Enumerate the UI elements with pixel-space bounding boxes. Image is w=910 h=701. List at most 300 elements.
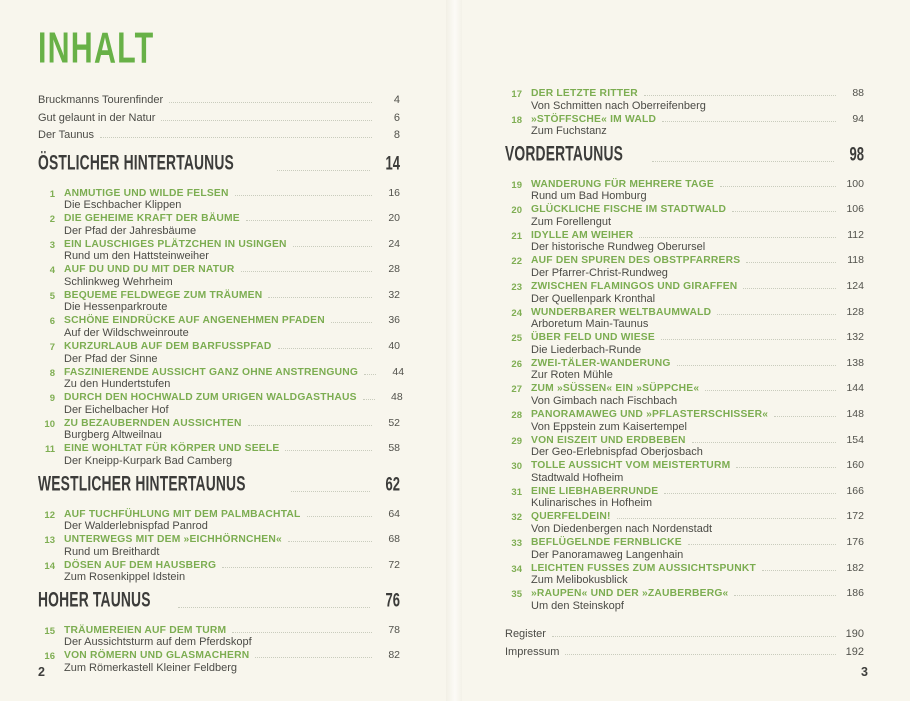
section-header: [38, 472, 400, 500]
toc-entry-subtitle: Der historische Rundweg Oberursel: [531, 241, 706, 254]
toc-entry-subtitle: Zum Melibokusblick: [531, 574, 628, 587]
toc-right-column: [505, 88, 864, 612]
toc-entry-page: 100: [846, 177, 864, 190]
toc-item: [38, 94, 400, 112]
toc-entry-page: 32: [388, 288, 400, 301]
toc-entry-page: 64: [388, 507, 400, 520]
toc-entry-page: 160: [846, 459, 864, 472]
toc-entry-number: 24: [511, 307, 522, 319]
toc-entry: [38, 560, 400, 584]
leader-dots: [662, 118, 836, 122]
toc-entry-title: UNTERWEGS MIT DEM »EICHHÖRNCHEN«: [64, 534, 282, 546]
toc-item-label: Impressum: [505, 645, 560, 658]
toc-entry-title: BEFLÜGELNDE FERNBLICKE: [531, 537, 682, 548]
section-title: ÖSTLICHER HINTERTAUNUS: [38, 151, 234, 175]
toc-entry-subtitle: Von Gimbach nach Fischbach: [531, 394, 678, 407]
toc-entry-body: [64, 650, 400, 674]
toc-entry-subtitle: Der Pfad der Jahresbäume: [64, 224, 197, 237]
section-title: WESTLICHER HINTERTAUNUS: [38, 472, 246, 496]
toc-entry-page: 36: [388, 314, 400, 327]
toc-entry: [38, 264, 400, 288]
toc-entry-number: 12: [44, 509, 55, 521]
leader-dots: [331, 319, 372, 323]
leader-dots: [661, 336, 836, 340]
toc-entry-body: [64, 341, 400, 365]
toc-item-page: 6: [393, 111, 400, 124]
toc-entry-number: 29: [511, 435, 522, 447]
leader-dots: [268, 294, 372, 298]
toc-entry-page: 78: [388, 623, 400, 636]
toc-entry: [505, 307, 864, 331]
toc-entry-page: 44: [392, 365, 405, 378]
toc-entry-body: [531, 255, 864, 279]
toc-entry-title-row: [531, 230, 864, 242]
leader-dots: [762, 567, 836, 571]
leader-dots: [639, 234, 836, 238]
toc-entry-page: 132: [846, 331, 864, 344]
page-title: [38, 24, 400, 76]
toc-entry-page: 128: [846, 305, 864, 318]
section-entries: [38, 509, 400, 584]
toc-entry-title-row: [64, 509, 400, 521]
toc-entry-number: 8: [49, 367, 55, 379]
toc-item-page: 8: [393, 129, 400, 141]
toc-entry-subtitle: Rund um Bad Homburg: [531, 190, 647, 203]
toc-entry-page: 186: [846, 587, 864, 600]
toc-entry-body: [64, 443, 400, 467]
toc-entry-title-row: [64, 391, 403, 404]
toc-entry-page: 72: [388, 558, 400, 571]
toc-left-column: [38, 151, 405, 675]
toc-entry: [505, 486, 864, 510]
leader-dots: [169, 99, 372, 103]
toc-entry: [38, 290, 400, 314]
toc-entry-body: [64, 315, 400, 339]
toc-entry-body: [64, 290, 400, 314]
toc-entry-title-row: [64, 534, 400, 546]
toc-entry-title: QUERFELDEIN!: [531, 511, 611, 523]
toc-entry-page: 52: [388, 416, 400, 429]
toc-entry-title-row: [531, 435, 864, 447]
toc-entry-number: 25: [511, 333, 522, 345]
toc-entry-subtitle: Die Eschbacher Klippen: [64, 199, 182, 211]
toc-entry-title: ZWISCHEN FLAMINGOS UND GIRAFFEN: [531, 281, 738, 293]
toc-entry-number: 11: [44, 444, 55, 456]
toc-entry-title: ZWEI-TÄLER-WANDERUNG: [531, 357, 671, 369]
toc-entry: [38, 534, 400, 558]
toc-entry-title-row: [531, 358, 864, 370]
section-header: [38, 151, 400, 179]
toc-entry: [38, 443, 400, 467]
toc-entry: [38, 341, 400, 365]
toc-item-label: Gut gelaunt in der Natur: [38, 111, 156, 124]
leader-dots: [565, 651, 836, 655]
toc-entry-title-row: [531, 255, 864, 267]
toc-entry-number: 9: [49, 393, 55, 405]
toc-entry-body: [64, 418, 400, 442]
toc-entry-title-row: [531, 204, 864, 216]
toc-entry-number: 3: [49, 239, 55, 251]
toc-entry-subtitle: Die Hessenparkroute: [64, 301, 168, 314]
toc-entry-subtitle: Zur Roten Mühle: [531, 369, 613, 382]
toc-entry-body: [64, 188, 400, 212]
toc-entry-title-row: [531, 88, 864, 100]
toc-entry: [38, 650, 400, 674]
leader-dots: [277, 167, 370, 171]
section-entries: [38, 186, 405, 468]
toc-entry: [38, 509, 400, 533]
toc-entry-page: 124: [846, 280, 864, 293]
toc-entry-body: [64, 365, 405, 391]
toc-entry-body: [531, 358, 864, 382]
leader-dots: [732, 208, 836, 212]
toc-item-page: 190: [845, 628, 864, 641]
toc-entry-page: 20: [388, 212, 400, 225]
toc-entry: [505, 230, 864, 254]
toc-entry: [505, 588, 864, 612]
leader-dots: [161, 117, 372, 121]
toc-entry-body: [64, 509, 400, 533]
toc-entry-page: 88: [852, 87, 864, 99]
toc-entry-title: FASZINIERENDE AUSSICHT GANZ OHNE ANSTRENGUNG: [64, 366, 359, 378]
toc-entry-title-row: [531, 537, 864, 549]
toc-entry-number: 19: [511, 179, 522, 191]
toc-entry-number: 17: [511, 89, 522, 100]
toc-entry-title: »RAUPEN« UND DER »ZAUBERBERG«: [531, 588, 729, 600]
toc-entry: [38, 418, 400, 442]
toc-entry-title: TOLLE AUSSICHT VOM MEISTERTURM: [531, 460, 731, 472]
leader-dots: [241, 268, 372, 272]
toc-entry-page: 24: [388, 237, 400, 250]
toc-entry-page: 144: [846, 382, 864, 395]
toc-item-page: 4: [393, 94, 400, 106]
section-header: [38, 588, 400, 616]
toc-entry-number: 18: [511, 114, 522, 126]
leader-dots: [222, 564, 372, 568]
leader-dots: [677, 362, 836, 366]
toc-entry-title-row: [64, 213, 400, 225]
toc-entry-subtitle: Zum Römerkastell Kleiner Feldberg: [64, 661, 238, 674]
toc-entry-title-row: [64, 365, 405, 379]
leader-dots: [293, 243, 372, 247]
toc-entry: [505, 537, 864, 561]
toc-entry-title-row: [531, 460, 864, 472]
toc-entry-title-row: [64, 560, 400, 572]
section-entries: [505, 179, 864, 613]
toc-entry-subtitle: Der Aussichtsturm auf dem Pferdskopf: [64, 636, 252, 649]
toc-entry-body: [64, 239, 400, 263]
toc-entry-title: DER LETZTE RITTER: [531, 88, 638, 99]
toc-entry-subtitle: Auf der Wildschweinroute: [64, 326, 189, 339]
toc-item-label: Bruckmanns Tourenfinder: [38, 94, 164, 106]
toc-entry: [505, 114, 864, 138]
toc-entry-title-row: [531, 588, 864, 600]
intro-list: [38, 94, 400, 147]
toc-entry-title: ZU BEZAUBERNDEN AUSSICHTEN: [64, 417, 242, 429]
toc-entry: [505, 435, 864, 459]
toc-entry-title: LEICHTEN FUSSES ZUM AUSSICHTSPUNKT: [531, 562, 756, 574]
section-page: 76: [385, 589, 400, 612]
leader-dots: [235, 192, 372, 196]
leader-dots: [720, 183, 836, 187]
toc-entry: [505, 409, 864, 433]
folio-left: 2: [38, 665, 45, 679]
section-page: 62: [385, 473, 400, 496]
toc-entry-page: 176: [846, 536, 864, 548]
toc-entry-subtitle: Kulinarisches in Hofheim: [531, 497, 653, 510]
toc-entry-body: [64, 391, 403, 416]
section-title: VORDERTAUNUS: [505, 142, 624, 166]
toc-entry: [505, 563, 864, 587]
toc-entry-title-row: [531, 563, 864, 575]
leader-dots: [291, 488, 370, 492]
toc-item-label: Register: [505, 628, 546, 641]
toc-entry-title: GLÜCKLICHE FISCHE IM STADTWALD: [531, 204, 727, 216]
leader-dots: [278, 345, 372, 349]
toc-entry: [38, 391, 403, 416]
toc-entry-page: 148: [846, 408, 864, 421]
toc-entry-title-row: [531, 114, 864, 126]
toc-entry-number: 27: [511, 384, 522, 396]
toc-entry-number: 1: [49, 188, 55, 200]
toc-item-label: Der Taunus: [38, 129, 95, 141]
toc-entry-number: 26: [511, 358, 522, 370]
leader-dots: [363, 396, 375, 400]
toc-entry: [505, 332, 864, 356]
toc-entry-subtitle: Zu den Hundertstufen: [64, 378, 171, 391]
toc-entry-number: 28: [511, 410, 522, 422]
outro-list: [505, 628, 864, 663]
toc-entry-number: 5: [49, 290, 55, 302]
toc-entry-title-row: [64, 341, 400, 353]
toc-entry-title-row: [64, 625, 400, 637]
page-title-text: INHALT: [38, 24, 155, 73]
leader-dots: [688, 541, 836, 545]
toc-entry-body: [64, 534, 400, 558]
toc-entry-page: 172: [846, 510, 864, 523]
toc-entry-subtitle: Burgberg Altweilnau: [64, 429, 162, 442]
toc-entry-title: WANDERUNG FÜR MEHRERE TAGE: [531, 178, 714, 190]
toc-entry-title: AUF DEN SPUREN DES OBSTPFARRERS: [531, 255, 741, 267]
leader-dots: [552, 633, 836, 637]
toc-entry-number: 21: [511, 230, 522, 242]
toc-item: [38, 129, 400, 147]
toc-entry-subtitle: Um den Steinskopf: [531, 599, 624, 612]
toc-entry-body: [531, 114, 864, 138]
toc-entry: [38, 213, 400, 237]
toc-entry: [505, 204, 864, 228]
toc-entry: [38, 315, 400, 339]
toc-entry-body: [64, 213, 400, 237]
toc-entry: [38, 188, 400, 212]
toc-entry-page: 182: [846, 561, 864, 574]
toc-entry-page: 138: [846, 356, 864, 369]
toc-entry-page: 118: [847, 254, 864, 267]
toc-entry: [38, 625, 400, 649]
toc-entry: [505, 255, 864, 279]
toc-entry-number: 32: [511, 512, 522, 524]
toc-item: [505, 646, 864, 664]
toc-entry-title: DÖSEN AUF DEM HAUSBERG: [64, 559, 217, 571]
toc-entry-body: [64, 560, 400, 584]
leader-dots: [246, 217, 372, 221]
toc-entry-number: 14: [44, 560, 55, 572]
toc-entry-subtitle: Zum Rosenkippel Idstein: [64, 571, 186, 584]
toc-entry-number: 7: [49, 342, 55, 354]
toc-entry-number: 6: [49, 316, 55, 328]
toc-entry-number: 2: [49, 214, 55, 226]
leader-dots: [734, 592, 836, 596]
toc-entry-number: 33: [511, 538, 522, 549]
toc-entry-subtitle: Zum Fuchstanz: [531, 125, 607, 138]
toc-entry-title: PANORAMAWEG UND »PFLASTERSCHISSER«: [531, 409, 769, 421]
toc-entry-page: 28: [388, 263, 400, 276]
toc-entry-number: 20: [511, 205, 522, 217]
toc-entry-subtitle: Der Panoramaweg Langenhain: [531, 548, 684, 561]
toc-entry-title: IDYLLE AM WEIHER: [531, 229, 634, 241]
leader-dots: [100, 134, 372, 138]
toc-entry-title-row: [64, 418, 400, 430]
toc-entry-body: [64, 264, 400, 288]
toc-item-page: 192: [845, 645, 864, 658]
toc-entry-body: [531, 588, 864, 612]
toc-entry: [505, 460, 864, 484]
toc-entry-title: DURCH DEN HOCHWALD ZUM URIGEN WALDGASTHAUS: [64, 392, 357, 404]
toc-entry-title-row: [531, 179, 864, 191]
toc-entry-subtitle: Der Kneipp-Kurpark Bad Camberg: [64, 454, 233, 467]
toc-entry-subtitle: Rund um den Hattsteinweiher: [64, 250, 209, 263]
leader-dots: [644, 92, 836, 96]
toc-entry-page: 154: [846, 433, 864, 446]
toc-entry-subtitle: Die Liederbach-Runde: [531, 343, 642, 356]
leader-dots: [178, 604, 370, 608]
toc-entry-subtitle: Der Geo-Erlebnispfad Oberjosbach: [531, 446, 703, 459]
leader-dots: [692, 439, 836, 443]
toc-entry-body: [531, 409, 864, 433]
toc-entry-subtitle: Rund um Breithardt: [64, 545, 160, 558]
leader-dots: [288, 538, 372, 542]
toc-entry-body: [531, 537, 864, 561]
toc-entry-title: SCHÖNE EINDRÜCKE AUF ANGENEHMEN PFADEN: [64, 315, 325, 327]
toc-entry-title: ANMUTIGE UND WILDE FELSEN: [64, 187, 229, 199]
section-entries: [38, 625, 400, 675]
section-page: 98: [849, 143, 864, 166]
toc-entry-title: ÜBER FELD UND WIESE: [531, 332, 655, 344]
leader-dots: [746, 259, 836, 263]
toc-entry-title: EINE WOHLTAT FÜR KÖRPER UND SEELE: [64, 443, 280, 455]
toc-entry-page: 68: [388, 533, 400, 546]
leader-dots: [736, 464, 836, 468]
toc-entry-title-row: [531, 409, 864, 421]
toc-entry-subtitle: Zum Forellengut: [531, 215, 612, 228]
toc-entry-title-row: [64, 650, 400, 662]
toc-entry-page: 58: [388, 442, 400, 455]
toc-entry-body: [531, 563, 864, 587]
toc-entry-title: EINE LIEBHABERRUNDE: [531, 485, 659, 497]
toc-entry-number: 23: [511, 282, 522, 294]
toc-entry-number: 35: [511, 589, 522, 601]
leader-dots: [255, 654, 372, 658]
toc-entry-title: BEQUEME FELDWEGE ZUM TRÄUMEN: [64, 289, 263, 301]
toc-entry: [505, 281, 864, 305]
toc-entry-subtitle: Der Walderlebnispfad Panrod: [64, 520, 208, 533]
toc-entry-title: ZUM »SÜSSEN« EIN »SÜPPCHE«: [531, 383, 700, 395]
toc-entry-number: 34: [511, 563, 522, 575]
toc-entry-page: 40: [388, 340, 400, 353]
toc-entry-subtitle: Schlinkweg Wehrheim: [64, 275, 173, 288]
toc-entry-page: 82: [388, 649, 400, 662]
toc-entry-title-row: [64, 239, 400, 251]
toc-entry-number: 30: [511, 461, 522, 473]
section-header: [505, 142, 864, 170]
toc-entry-title-row: [531, 486, 864, 498]
section-title: HOHER TAUNUS: [38, 588, 151, 612]
leader-dots: [248, 422, 372, 426]
toc-entry-body: [531, 435, 864, 459]
toc-entry-title: KURZURLAUB AUF DEM BARFUSSPFAD: [64, 341, 272, 353]
toc-entry-body: [64, 625, 400, 649]
toc-entry-number: 15: [44, 625, 55, 637]
toc-entry-number: 16: [44, 651, 55, 663]
section-entries: [505, 88, 864, 138]
toc-entry-subtitle: Der Pfad der Sinne: [64, 352, 158, 365]
toc-entry-subtitle: Von Schmitten nach Oberreifenberg: [531, 99, 706, 112]
leader-dots: [705, 387, 836, 391]
toc-entry-body: [531, 179, 864, 203]
toc-entry: [505, 511, 864, 535]
leader-dots: [285, 447, 372, 451]
toc-entry: [38, 239, 400, 263]
toc-entry-title-row: [531, 332, 864, 344]
toc-entry-number: 31: [511, 486, 522, 498]
leader-dots: [307, 513, 372, 517]
toc-entry-number: 4: [49, 265, 55, 277]
toc-entry-body: [531, 486, 864, 510]
toc-entry: [505, 88, 864, 112]
toc-entry-title: WUNDERBARER WELTBAUMWALD: [531, 306, 712, 318]
toc-entry-body: [531, 88, 864, 112]
toc-entry-title: DIE GEHEIME KRAFT DER BÄUME: [64, 213, 240, 225]
folio-right: 3: [861, 665, 868, 679]
toc-entry-subtitle: Der Eichelbacher Hof: [64, 403, 169, 416]
toc-entry-title-row: [64, 443, 400, 455]
toc-entry: [505, 358, 864, 382]
toc-entry-title-row: [531, 281, 864, 293]
leader-dots: [232, 629, 372, 633]
toc-entry-subtitle: Der Quellenpark Kronthal: [531, 292, 656, 305]
toc-entry-body: [531, 204, 864, 228]
toc-entry-subtitle: Der Pfarrer-Christ-Rundweg: [531, 266, 668, 279]
toc-entry-body: [531, 383, 864, 407]
toc-entry-title-row: [64, 264, 400, 276]
section-page: 14: [385, 152, 400, 175]
toc-entry-subtitle: Von Eppstein zum Kaisertempel: [531, 420, 687, 433]
toc-entry-title-row: [64, 188, 400, 200]
toc-entry-title: VON RÖMERN UND GLASMACHERN: [64, 650, 250, 662]
toc-entry-page: 106: [846, 203, 864, 216]
toc-entry-title: TRÄUMEREIEN AUF DEM TURM: [64, 624, 227, 636]
leader-dots: [743, 285, 836, 289]
toc-entry-page: 94: [852, 112, 864, 125]
toc-entry: [505, 383, 864, 407]
toc-entry-title: »STÖFFSCHE« IM WALD: [531, 113, 657, 125]
toc-entry-page: 112: [847, 228, 864, 241]
toc-entry-number: 10: [44, 418, 55, 430]
page-right: [455, 0, 910, 701]
toc-entry: [38, 365, 405, 391]
toc-entry-title: AUF TUCHFÜHLUNG MIT DEM PALMBACHTAL: [64, 508, 301, 520]
toc-entry-subtitle: Stadtwald Hofheim: [531, 471, 624, 484]
